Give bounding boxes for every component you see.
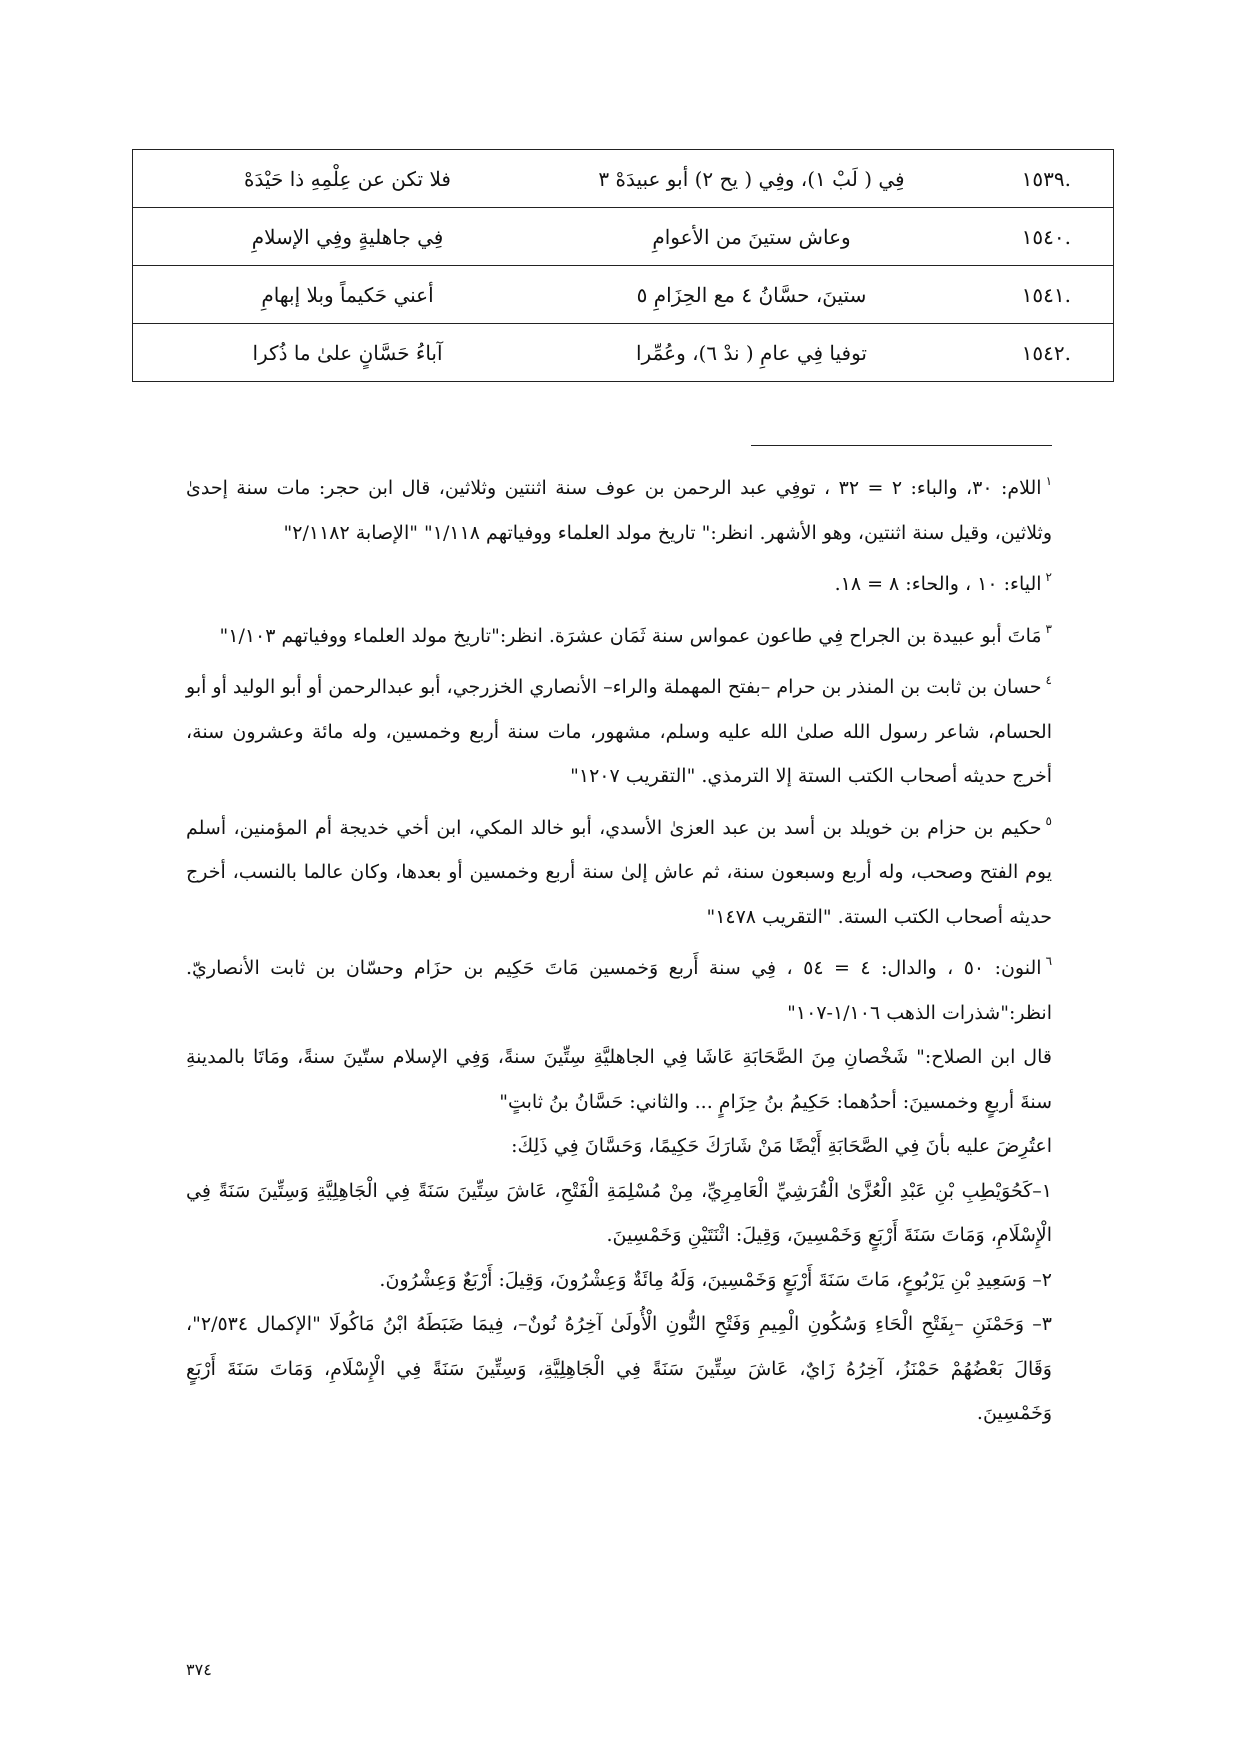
- verse-row: [133, 324, 1114, 382]
- footnote: [186, 555, 1052, 607]
- verse-row: [133, 150, 1114, 208]
- continuation-paragraph: قال ابن الصلاح:" شَخْصانِ مِنَ الصَّحَابَةِ عَاشَا فِي الجاهليَّةِ سِتِّينَ سنةً، وَفِي الإسلام ستّينَ سنةً، ومَاتَا بالمدينةِ سنةَ أربعٍ وخمسينَ: أحدُهما: حَكِيمُ بنُ حِزَامٍ ... والثاني: حَسَّانُ بنُ ثابتٍ": [186, 1046, 1052, 1113]
- footnote-text: حسان بن ثابت بن المنذر بن حرام –بفتح المهملة والراء– الأنصاري الخزرجي، أبو عبدالرحمن أو أبو الوليد أو أبو الحسام، شاعر رسول الله صلىٰ الله عليه وسلم، مشهور، مات سنة أربع وخمسين، وله مائة وعشرون سنة، أخرج حديثه أصحاب الكتب الستة إلا الترمذي. "التقريب ١٢٠٧": [186, 676, 1052, 787]
- footnote-text: الياء: ١٠ ، والحاء: ٨ = ١٨.: [834, 573, 1042, 595]
- verse-number: .١٥٤١: [941, 266, 1114, 324]
- footnote-text: اللام: ٣٠، والباء: ٢ = ٣٢ ، توفِي عبد الرحمن بن عوف سنة اثنتين وثلاثين، قال ابن حجر: مات سنة إحدىٰ وثلاثين، وقيل سنة اثنتين، وهو الأشهر. انظر:" تاريخ مولد العلماء ووفياتهم ١/١١٨" "الإصابة ٢/١١٨٢": [186, 477, 1052, 544]
- continuation-paragraph: ٣– وَحَمْنَنِ –بِفَتْحِ الْحَاءِ وَسُكُونِ الْمِيمِ وَفَتْحِ النُّونِ الْأُولَىٰ آخِرُهُ نُونٌ–، فِيمَا ضَبَطَهُ ابْنُ مَاكُولَا "الإكمال ٢/٥٣٤"، وَقَالَ بَعْضُهُمْ حَمْنَزُ، آخِرُهُ زَايٌ، عَاشَ سِتِّينَ سَنَةً فِي الْجَاهِلِيَّةِ، وَسِتِّينَ سَنَةً فِي الْإِسْلَامِ، وَمَاتَ سَنَةَ أَرْبَعٍ وَخَمْسِينَ.: [186, 1313, 1052, 1424]
- footnote-text: النون: ٥٠ ، والدال: ٤ = ٥٤ ، فِي سنة أَربع وَخمسين مَاتَ حَكِيم بن حزَام وحسّان بن ثابت الأنصاريّ. انظر:"شذرات الذهب ١/١٠٦-١٠٧": [186, 957, 1052, 1024]
- footnote-marker: ١: [1045, 474, 1053, 488]
- continuation-paragraph: اعتُرِضَ عليه بأنَ فِي الصَّحَابَةِ أَيْضًا مَنْ شَارَكَ حَكِيمًا، وَحَسَّانَ فِي ذَلِكَ:: [511, 1135, 1052, 1157]
- footnote: [186, 607, 1052, 659]
- footnote: [186, 459, 1052, 555]
- verse-row: [133, 208, 1114, 266]
- verse-row: [133, 266, 1114, 324]
- verse-number: .١٥٣٩: [941, 150, 1114, 208]
- footnote-marker: ٢: [1045, 570, 1052, 584]
- first-hemistich: ستينَ، حسَّانُ ٤ مع الحِزَامِ ٥: [562, 266, 941, 324]
- second-hemistich: آباءُ حَسَّانٍ علىٰ ما ذُكرا: [133, 324, 563, 382]
- continuation-paragraph: ١–كَحُوَيْطِبِ بْنِ عَبْدِ الْعُزَّىٰ الْقُرَشِيِّ الْعَامِرِيِّ، مِنْ مُسْلِمَةِ الْفَتْحِ، عَاشَ سِتِّينَ سَنَةً فِي الْجَاهِلِيَّةِ وَسِتِّينَ سَنَةً فِي الْإِسْلَامِ، وَمَاتَ سَنَةَ أَرْبَعٍ وَخَمْسِينَ، وَقِيلَ: اثْنَتَيْنِ وَخَمْسِينَ.: [186, 1179, 1052, 1246]
- footnote: [186, 799, 1052, 940]
- footnote: [186, 658, 1052, 799]
- footnotes-section: [186, 459, 1052, 1436]
- continuation-paragraph: ٢– وَسَعِيدِ بْنِ يَرْبُوعٍ، مَاتَ سَنَةَ أَرْبَعٍ وَخَمْسِينَ، وَلَهُ مِائَةٌ وَعِشْرُونَ، وَقِيلَ: أَرْبَعٌ وَعِشْرُونَ.: [379, 1268, 1052, 1291]
- footnote-marker: ٤: [1045, 673, 1052, 687]
- verse-number: .١٥٤٠: [941, 208, 1114, 266]
- verse-table: [132, 149, 1114, 382]
- verse-number: .١٥٤٢: [941, 324, 1114, 382]
- first-hemistich: توفيا فِي عامِ ( ندْ ٦)، وعُمِّرا: [562, 324, 941, 382]
- footnote-text: مَاتَ أبو عبيدة بن الجراح فِي طاعون عمواس سنة ثَمَان عشرَة. انظر:"تاريخ مولد العلماء ووفياتهم ١/١٠٣": [219, 624, 1042, 647]
- footnote-text: حكيم بن حزام بن خويلد بن أسد بن عبد العزىٰ الأسدي، أبو خالد المكي، ابن أخي خديجة أم المؤمنين، أسلم يوم الفتح وصحب، وله أربع وسبعون سنة، ثم عاش إلىٰ سنة أربع وخمسين أو بعدها، وكان عالما بالنسب، أخرج حديثه أصحاب الكتب الستة. "التقريب ١٤٧٨": [186, 816, 1052, 928]
- page-number: ٣٧٤: [186, 1660, 212, 1679]
- second-hemistich: أعني حَكيماً وبلا إبهامِ: [133, 266, 563, 324]
- footnote-marker: ٦: [1045, 954, 1053, 968]
- second-hemistich: فلا تكن عن عِلْمِهِ ذا حَيْدَهْ: [133, 150, 563, 208]
- footnote-marker: ٥: [1045, 813, 1052, 828]
- footnote: [186, 939, 1052, 1035]
- second-hemistich: فِي جاهليةٍ وفِي الإسلامِ: [133, 208, 563, 266]
- first-hemistich: وعاش ستينَ من الأعوامِ: [562, 208, 941, 266]
- footnote-separator: [751, 445, 1052, 446]
- footnote-marker: ٣: [1045, 621, 1052, 636]
- first-hemistich: فِي ( لَبْ ١)، وفِي ( يح ٢) أبو عبيدَهْ ٣: [562, 150, 941, 208]
